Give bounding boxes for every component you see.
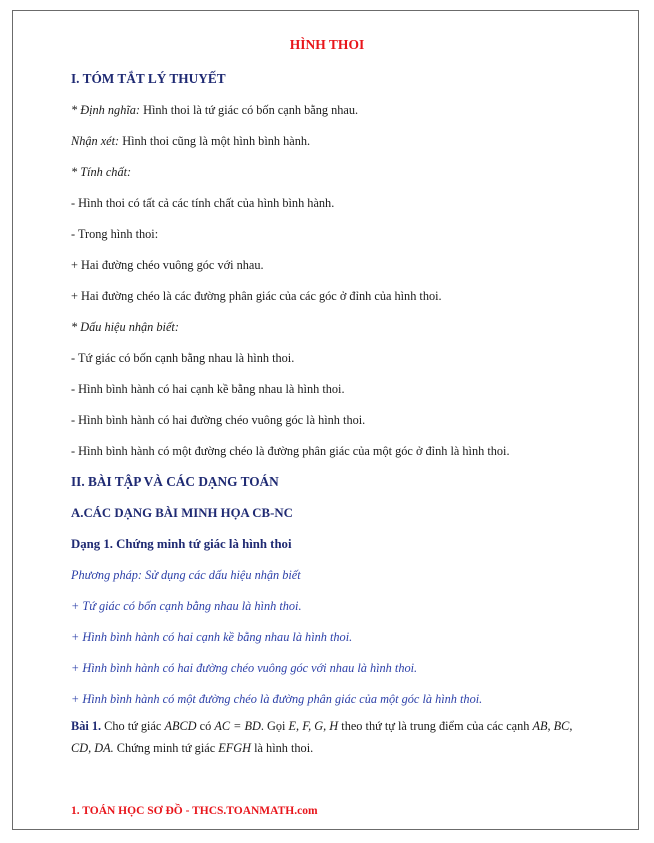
- property-item: - Trong hình thoi:: [71, 227, 159, 241]
- section-exercises-heading: II. BÀI TẬP VÀ CÁC DẠNG TOÁN: [71, 474, 279, 489]
- signs-label: * Dấu hiệu nhận biết:: [71, 320, 179, 334]
- property-item: - Hình thoi có tất cả các tính chất của hình bình hành.: [71, 196, 335, 210]
- remark-text: Hình thoi cũng là một hình bình hành.: [119, 134, 311, 148]
- type1-heading: Dạng 1. Chứng minh tứ giác là hình thoi: [71, 537, 292, 551]
- page-title: HÌNH THOI: [289, 37, 365, 52]
- method-item: + Hình bình hành có hai cạnh kề bằng nhau là hình thoi.: [71, 630, 353, 644]
- exercise-text: là hình thoi.: [251, 741, 314, 755]
- method-item: + Hình bình hành có hai đường chéo vuông góc với nhau là hình thoi.: [71, 661, 418, 675]
- sign-item: - Tứ giác có bốn cạnh bằng nhau là hình thoi.: [71, 351, 295, 365]
- exercise-math: E, F, G, H: [288, 719, 339, 733]
- sign-item: - Hình bình hành có một đường chéo là đường phân giác của một góc ở đỉnh là hình thoi.: [71, 444, 510, 458]
- method-label: Phương pháp: Sử dụng các dấu hiệu nhận biết: [71, 568, 301, 582]
- section-a-heading: A.CÁC DẠNG BÀI MINH HỌA CB-NC: [71, 506, 293, 520]
- exercise-1-label: Bài 1.: [71, 719, 102, 733]
- exercise-text: Cho tứ giác: [101, 719, 165, 733]
- property-item: + Hai đường chéo là các đường phân giác của các góc ở đỉnh của hình thoi.: [71, 289, 442, 303]
- definition-label: * Định nghĩa:: [71, 103, 140, 117]
- exercise-text: . Gọi: [260, 719, 289, 733]
- method-item: + Hình bình hành có một đường chéo là đường phân giác của một góc là hình thoi.: [71, 692, 483, 706]
- properties-label: * Tính chất:: [71, 165, 132, 179]
- exercise-text: có: [196, 719, 215, 733]
- exercise-1: [71, 715, 591, 759]
- page-footer: 1. TOÁN HỌC SƠ ĐỒ - THCS.TOANMATH.com: [71, 805, 318, 817]
- sign-item: - Hình bình hành có hai đường chéo vuông góc là hình thoi.: [71, 413, 366, 427]
- definition-text: Hình thoi là tứ giác có bốn cạnh bằng nhau.: [140, 103, 359, 117]
- remark-label: Nhận xét:: [71, 134, 120, 148]
- exercise-math: AC = BD: [214, 719, 261, 733]
- definition-line: [71, 102, 358, 118]
- exercise-math: EFGH: [218, 741, 252, 755]
- sign-item: - Hình bình hành có hai cạnh kề bằng nhau là hình thoi.: [71, 382, 345, 396]
- section-theory-heading: I. TÓM TẮT LÝ THUYẾT: [71, 71, 226, 86]
- method-item: + Tứ giác có bốn cạnh bằng nhau là hình thoi.: [71, 599, 302, 613]
- property-item: + Hai đường chéo vuông góc với nhau.: [71, 258, 264, 272]
- exercise-math: AB, BC, CD, DA.: [71, 719, 573, 755]
- exercise-text: theo thứ tự là trung điểm của các cạnh: [338, 719, 533, 733]
- exercise-text: Chứng minh tứ giác: [113, 741, 219, 755]
- exercise-math: ABCD: [164, 719, 197, 733]
- remark-line: [71, 133, 310, 149]
